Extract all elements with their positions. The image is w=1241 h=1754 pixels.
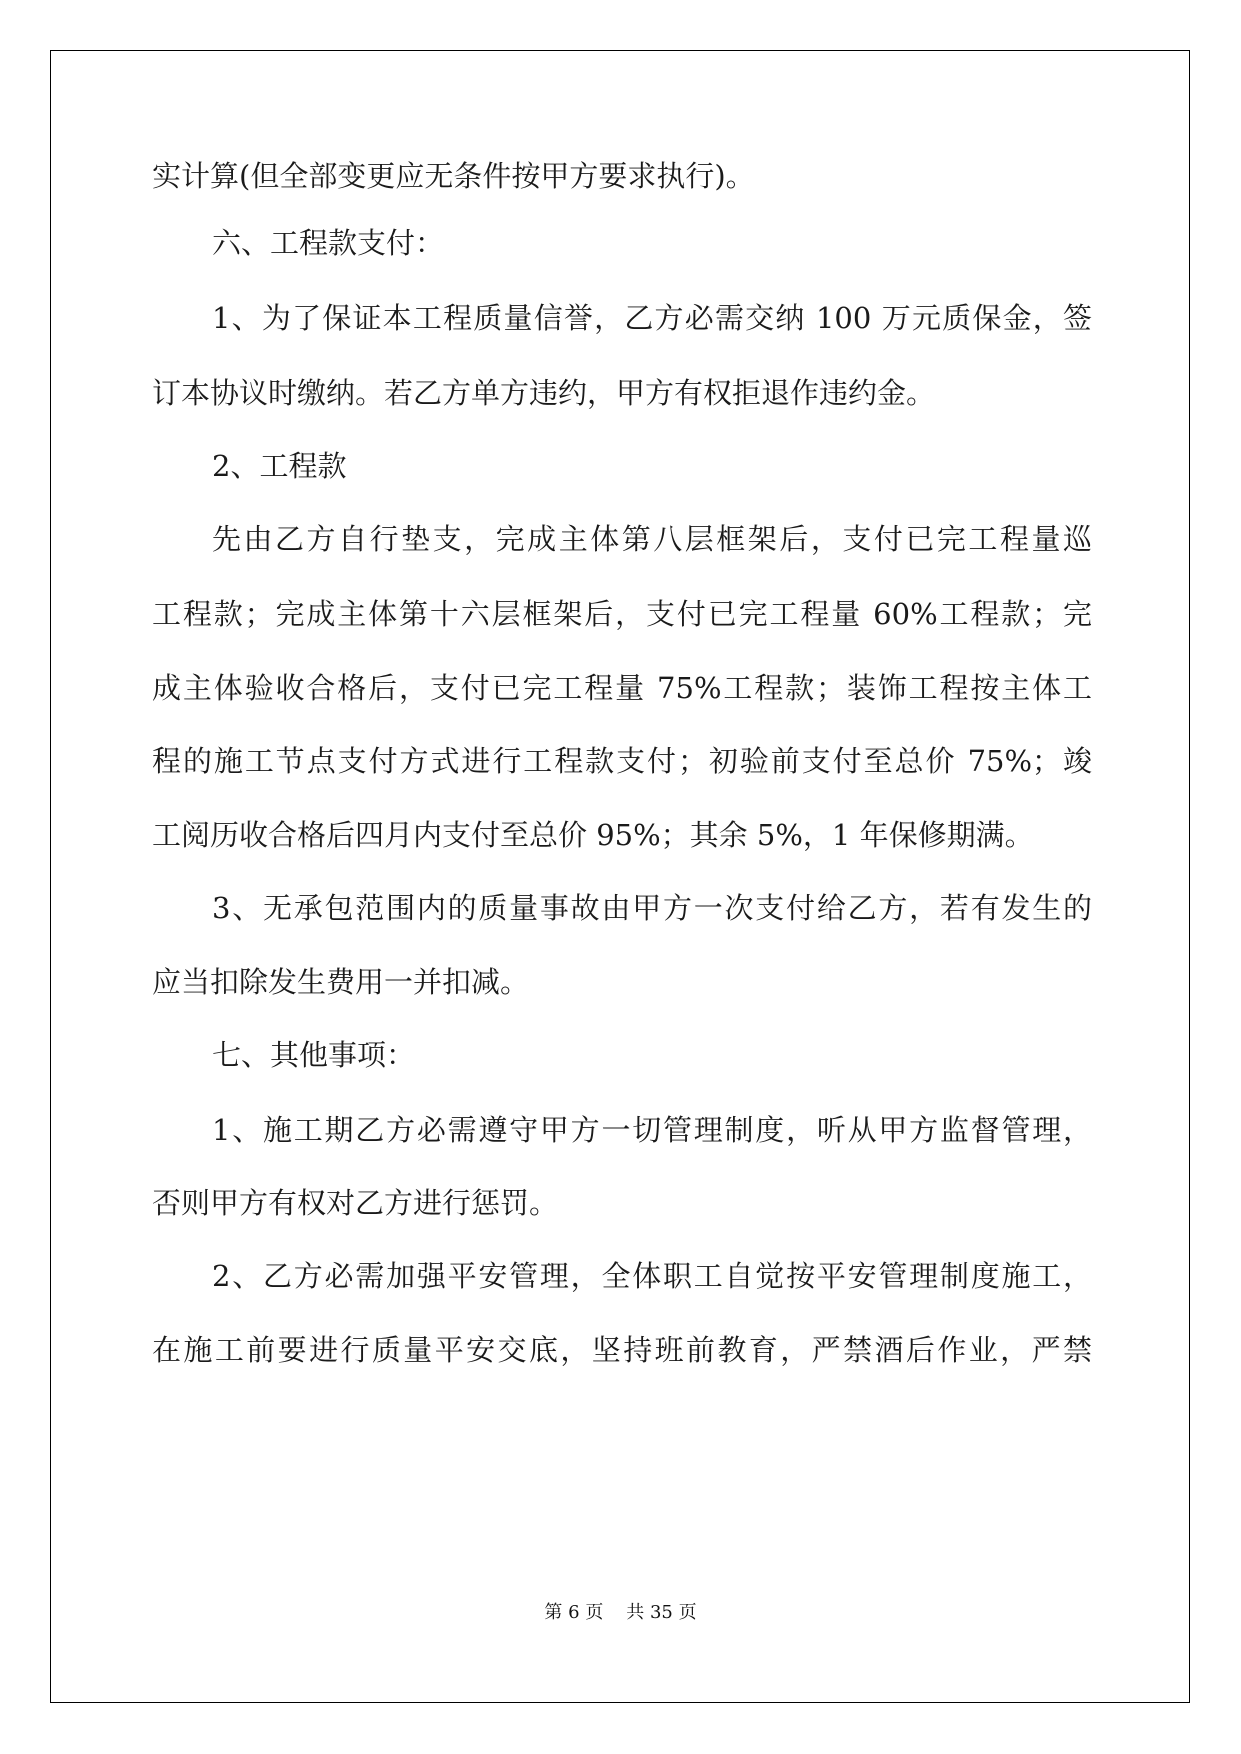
- text-line: 否则甲方有权对乙方进行惩罚。: [152, 1186, 559, 1220]
- section-heading: 七、其他事项：: [212, 1038, 416, 1072]
- page-number: 第 6 页: [544, 1602, 604, 1623]
- text-line: 在施工前要进行质量平安交底，坚持班前教育，严禁酒后作业，严禁: [152, 1333, 1092, 1367]
- text-line: 工程款；完成主体第十六层框架后，支付已完工程量 60%工程款；完: [152, 597, 1092, 631]
- text-line: 2、工程款: [212, 449, 347, 483]
- text-line: 成主体验收合格后，支付已完工程量 75%工程款；装饰工程按主体工: [152, 671, 1092, 705]
- page-total: 共 35 页: [626, 1602, 697, 1623]
- text-line: 应当扣除发生费用一并扣减。: [152, 965, 530, 999]
- text-line: 1、施工期乙方必需遵守甲方一切管理制度，听从甲方监督管理，: [212, 1113, 1092, 1147]
- text-line: 工阅历收合格后四月内支付至总价 95%；其余 5%，1 年保修期满。: [152, 818, 1034, 852]
- page-footer: [0, 1598, 1241, 1624]
- text-line: 程的施工节点支付方式进行工程款支付；初验前支付至总价 75%；竣: [152, 744, 1092, 778]
- text-line: 订本协议时缴纳。若乙方单方违约，甲方有权拒退作违约金。: [152, 376, 936, 410]
- section-heading: 六、工程款支付：: [212, 226, 445, 260]
- text-line: 1、为了保证本工程质量信誉，乙方必需交纳 100 万元质保金，签: [212, 301, 1092, 335]
- text-line: 2、乙方必需加强平安管理，全体职工自觉按平安管理制度施工，: [212, 1259, 1092, 1293]
- text-line: 先由乙方自行垫支，完成主体第八层框架后，支付已完工程量巡: [212, 522, 1092, 556]
- text-line: 3、无承包范围内的质量事故由甲方一次支付给乙方，若有发生的: [212, 891, 1092, 925]
- text-line: 实计算(但全部变更应无条件按甲方要求执行)。: [152, 159, 755, 193]
